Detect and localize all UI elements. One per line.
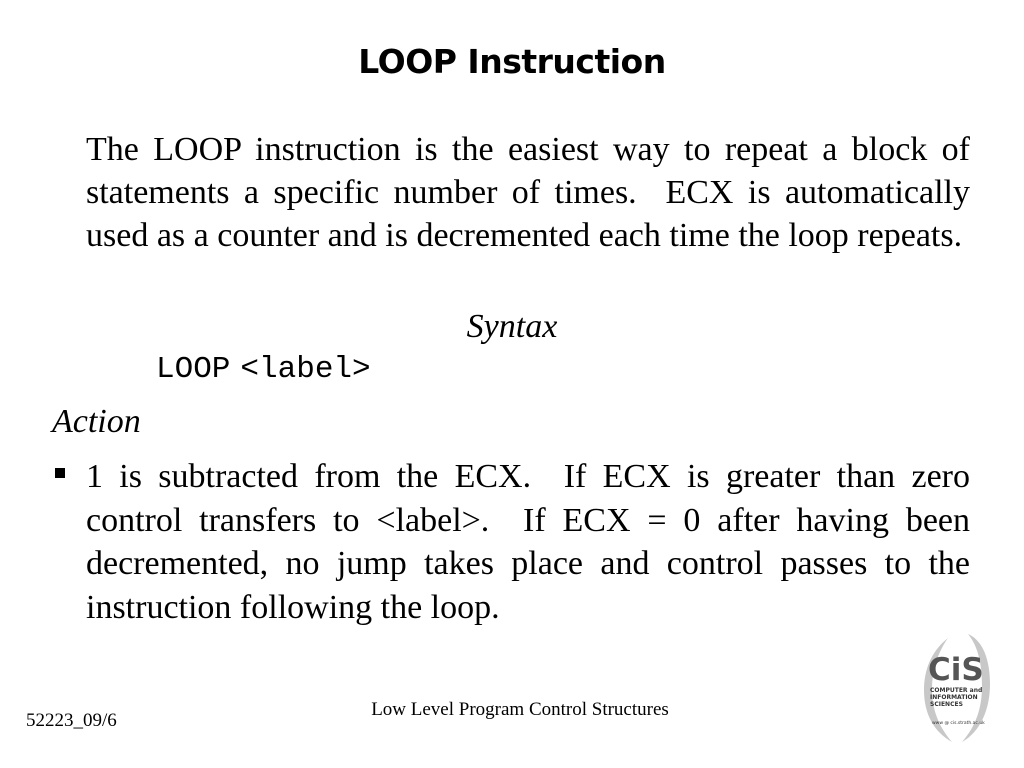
footer-title: Low Level Program Control Structures <box>371 699 669 720</box>
logo-line-1: COMPUTER and <box>930 687 983 694</box>
slide-title: LOOP Instruction <box>358 42 666 81</box>
logo-url: www @ cis.strath.ac.uk <box>932 721 985 726</box>
logo-line-3: SCIENCES <box>930 701 963 708</box>
slide-number: 52223_09/6 <box>26 710 117 731</box>
logo-line-2: INFORMATION <box>930 694 978 701</box>
cis-logo-icon <box>918 628 998 748</box>
syntax-code <box>156 352 371 387</box>
intro-paragraph: The LOOP instruction is the easiest way to repeat a block of statements a specific number of times. ECX is automatically used as a counter and is decremented each time the loop repeats. <box>86 131 979 254</box>
logo-mark: CiS <box>928 652 984 688</box>
square-bullet-icon <box>55 468 65 478</box>
syntax-heading: Syntax <box>466 308 558 345</box>
bullet-item: 1 is subtracted from the ECX. If ECX is greater than zero control transfers to <label>. If ECX = 0 after having been decremented, no jump takes place and control passes to the instruction following the loop. <box>86 458 979 626</box>
action-heading: Action <box>52 403 141 440</box>
syntax-operand: <label> <box>240 352 371 387</box>
syntax-keyword: LOOP <box>156 352 231 387</box>
